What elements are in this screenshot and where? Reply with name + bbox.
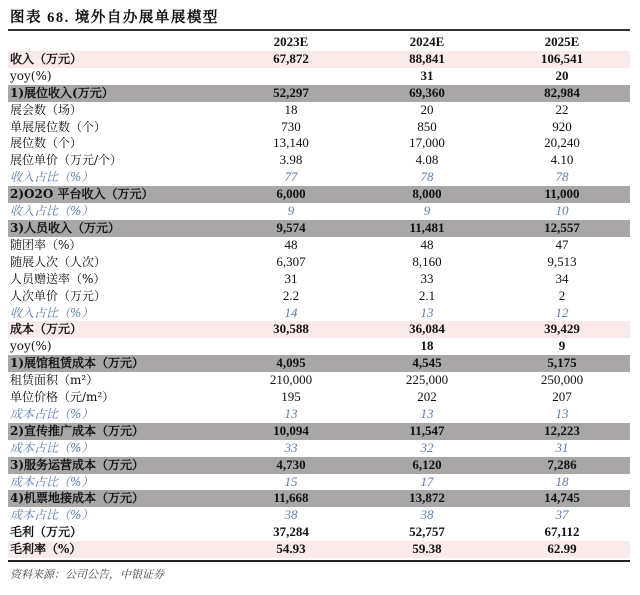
cell-2023e: 13 — [284, 405, 298, 421]
cell-2023e: 9,574 — [222, 220, 360, 237]
row-label: 展位单价（万元/个） — [10, 153, 123, 168]
cell-2025e: 14,745 — [494, 490, 630, 507]
cell-2025e: 9 — [558, 338, 566, 354]
table-row — [8, 338, 630, 355]
table-row — [8, 372, 630, 389]
row-label: 1)展位收入(万元） — [8, 85, 222, 102]
row-label: 4)机票地接成本（万元） — [8, 490, 222, 507]
cell-2024e: 8,160 — [412, 253, 442, 269]
cell-2024e: 31 — [420, 67, 434, 83]
cell-2025e: 207 — [552, 389, 572, 405]
header-label — [8, 34, 222, 51]
cell-2023e: 18 — [284, 101, 298, 117]
cell-2025e: 2 — [558, 287, 566, 303]
cell-2023e: 11,668 — [222, 490, 360, 507]
cell-2023e: 6,000 — [222, 186, 360, 203]
cell-2023e: 14 — [284, 304, 298, 320]
cell-2023e: 6,307 — [276, 253, 306, 269]
cell-2025e: 37 — [555, 507, 569, 523]
cell-2023e: 13,140 — [273, 135, 309, 151]
table-row — [8, 440, 630, 457]
cell-2024e: 59.38 — [360, 541, 494, 558]
row-label: 毛利（万元） — [10, 525, 83, 540]
cell-2023e: 2.2 — [282, 287, 300, 303]
cell-2024e: 13,872 — [360, 490, 494, 507]
cell-2024e: 17,000 — [409, 135, 445, 151]
table-row — [8, 254, 630, 271]
table-row — [8, 389, 630, 406]
row-label: 成本占比（%） — [10, 508, 94, 523]
cell-2025e: 4.10 — [550, 152, 574, 168]
cell-2024e: 20 — [420, 101, 434, 117]
cell-2025e: 78 — [555, 169, 569, 185]
table-row — [8, 220, 630, 237]
cell-2024e: 2.1 — [418, 287, 436, 303]
row-label: 成本占比（%） — [10, 440, 94, 455]
header-row — [8, 34, 630, 51]
cell-2023e: 15 — [284, 473, 298, 489]
table-row — [8, 237, 630, 254]
cell-2023e: 52,297 — [222, 85, 360, 102]
row-label: 随团率（%） — [10, 237, 82, 252]
cell-2023e: 730 — [281, 118, 301, 134]
header-2023e: 2023E — [273, 34, 309, 49]
table-row — [8, 119, 630, 136]
row-label: yoy(%) — [10, 339, 52, 354]
source-note: 资料来源：公司公告，中银证券 — [10, 568, 164, 581]
cell-2024e: 78 — [420, 169, 434, 185]
cell-2024e: 13 — [420, 405, 434, 421]
cell-2024e: 18 — [420, 338, 434, 354]
row-label: 单展展位数（个） — [10, 119, 107, 134]
row-label: 成本占比（%） — [10, 406, 94, 421]
cell-2023e: 67,872 — [222, 51, 360, 68]
table-row — [8, 406, 630, 423]
cell-2024e: 36,084 — [360, 321, 494, 338]
row-label: 随展人次（人次） — [10, 254, 107, 269]
financial-model-table — [8, 34, 630, 558]
row-label: 租赁面积（m²） — [10, 373, 99, 388]
header-2024e: 2024E — [409, 34, 445, 49]
cell-2024e: 850 — [417, 118, 437, 134]
row-label: 1)展馆租赁成本（万元） — [8, 355, 222, 372]
top-rule — [8, 29, 630, 31]
row-label: 收入（万元） — [8, 51, 222, 68]
cell-2024e: 38 — [420, 507, 434, 523]
table-row — [8, 152, 630, 169]
cell-2025e: 12,223 — [494, 423, 630, 440]
cell-2025e: 34 — [555, 270, 569, 286]
cell-2023e: 210,000 — [269, 372, 313, 388]
cell-2023e: 30,588 — [222, 321, 360, 338]
table-row — [8, 457, 630, 474]
table-row — [8, 169, 630, 186]
cell-2024e: 225,000 — [405, 372, 449, 388]
table-row — [8, 355, 630, 372]
bottom-rule — [8, 560, 630, 562]
cell-2024e: 202 — [417, 389, 437, 405]
cell-2025e: 12 — [555, 304, 569, 320]
cell-2024e: 6,120 — [360, 457, 494, 474]
table-row — [8, 51, 630, 68]
cell-2023e: 3.98 — [279, 152, 303, 168]
cell-2024e: 48 — [420, 236, 434, 252]
cell-2024e: 17 — [420, 473, 434, 489]
table-row — [8, 474, 630, 491]
row-label: 收入占比（%） — [10, 170, 94, 185]
cell-2023e: 54.93 — [222, 541, 360, 558]
table-title: 图表 68. 境外自办展单展模型 — [10, 10, 219, 26]
cell-2023e: 4,730 — [222, 457, 360, 474]
table-row — [8, 507, 630, 524]
row-label: yoy(%) — [10, 68, 52, 83]
cell-2025e: 62.99 — [494, 541, 630, 558]
row-label: 毛利率（%） — [8, 541, 222, 558]
table-row — [8, 321, 630, 338]
cell-2025e: 31 — [555, 439, 569, 455]
cell-2025e: 67,112 — [544, 524, 580, 540]
cell-2024e: 32 — [420, 439, 434, 455]
cell-2025e: 20 — [555, 67, 569, 83]
cell-2025e: 22 — [555, 101, 569, 117]
cell-2023e: 33 — [284, 439, 298, 455]
row-label: 2)O2O 平台收入（万元） — [8, 186, 222, 203]
cell-2024e: 11,481 — [360, 220, 494, 237]
cell-2023e: 10,094 — [222, 423, 360, 440]
row-label: 3)人员收入（万元） — [8, 220, 222, 237]
row-label: 3)服务运营成本（万元） — [8, 457, 222, 474]
table-row — [8, 102, 630, 119]
table-row — [8, 85, 630, 102]
row-label: 展会数（场） — [10, 102, 83, 117]
cell-2025e: 13 — [555, 405, 569, 421]
cell-2024e: 69,360 — [360, 85, 494, 102]
cell-2023e: 4,095 — [222, 355, 360, 372]
cell-2023e — [222, 68, 360, 85]
cell-2025e: 7,286 — [494, 457, 630, 474]
cell-2023e: 37,284 — [273, 524, 309, 540]
cell-2023e: 195 — [281, 389, 301, 405]
table-row — [8, 524, 630, 541]
row-label: 成本占比（%） — [10, 474, 94, 489]
row-label: 收入占比（%） — [10, 204, 94, 219]
cell-2023e — [222, 338, 360, 355]
cell-2023e: 77 — [284, 169, 298, 185]
row-label: 成本（万元） — [8, 321, 222, 338]
table-row — [8, 423, 630, 440]
row-label: 2)宣传推广成本（万元） — [8, 423, 222, 440]
cell-2023e: 48 — [284, 236, 298, 252]
cell-2025e: 5,175 — [494, 355, 630, 372]
cell-2023e: 31 — [284, 270, 298, 286]
cell-2024e: 13 — [420, 304, 434, 320]
table-row — [8, 186, 630, 203]
cell-2024e: 11,547 — [360, 423, 494, 440]
cell-2023e: 9 — [287, 203, 295, 219]
table-row — [8, 68, 630, 85]
row-label: 人员赠送率（%） — [10, 271, 106, 286]
cell-2025e: 920 — [552, 118, 572, 134]
cell-2025e: 39,429 — [494, 321, 630, 338]
cell-2024e: 33 — [420, 270, 434, 286]
table-row — [8, 271, 630, 288]
cell-2025e: 82,984 — [494, 85, 630, 102]
cell-2025e: 10 — [555, 203, 569, 219]
cell-2025e: 11,000 — [494, 186, 630, 203]
cell-2025e: 20,240 — [544, 135, 580, 151]
row-label: 展位数（个） — [10, 136, 83, 151]
cell-2025e: 250,000 — [540, 372, 584, 388]
row-label: 人次单价（万元） — [10, 288, 107, 303]
cell-2024e: 9 — [423, 203, 431, 219]
table-row — [8, 490, 630, 507]
cell-2025e: 18 — [555, 473, 569, 489]
table-row — [8, 203, 630, 220]
table-row — [8, 288, 630, 305]
row-label: 收入占比（%） — [10, 305, 94, 320]
cell-2024e: 4.08 — [415, 152, 439, 168]
table-row — [8, 135, 630, 152]
cell-2024e: 8,000 — [360, 186, 494, 203]
cell-2025e: 12,557 — [494, 220, 630, 237]
cell-2025e: 9,513 — [547, 253, 577, 269]
cell-2025e: 106,541 — [494, 51, 630, 68]
cell-2025e: 47 — [555, 236, 569, 252]
row-label: 单位价格（元/m²） — [10, 390, 115, 405]
table-row — [8, 305, 630, 322]
cell-2024e: 88,841 — [360, 51, 494, 68]
header-2025e: 2025E — [544, 34, 580, 49]
cell-2023e: 38 — [284, 507, 298, 523]
cell-2024e: 4,545 — [360, 355, 494, 372]
table-row — [8, 541, 630, 558]
cell-2024e: 52,757 — [409, 524, 445, 540]
